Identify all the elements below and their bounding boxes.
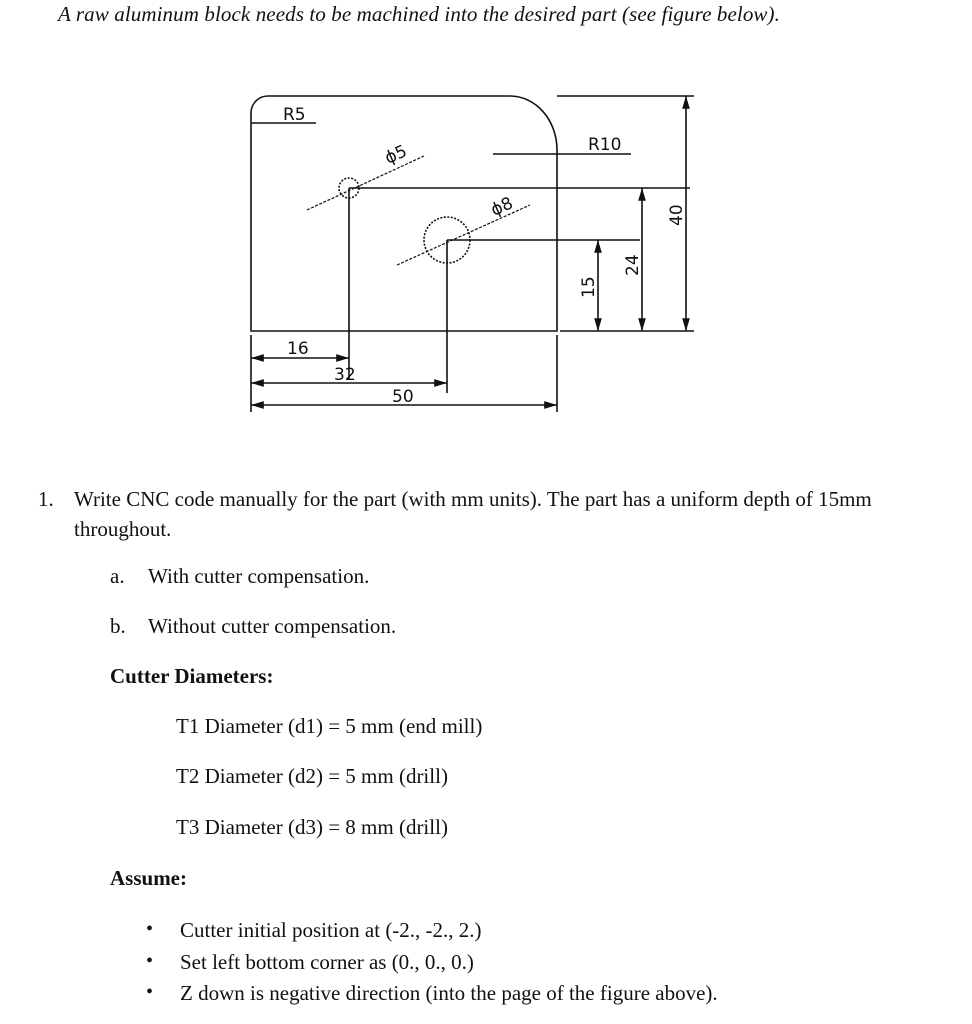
- bullet-icon: •: [146, 950, 154, 972]
- assume-text: Cutter initial position at (-2., -2., 2.): [180, 918, 482, 942]
- assume-text: Z down is negative direction (into the page of the figure above).: [180, 981, 718, 1005]
- label-r5: R5: [283, 105, 306, 125]
- part-label: b.: [110, 614, 126, 638]
- label-hole-large: ϕ8: [487, 193, 517, 221]
- part-drawing: [0, 0, 972, 440]
- cutter-item: T2 Diameter (d2) = 5 mm (drill): [176, 764, 448, 788]
- cutter-item: T3 Diameter (d3) = 8 mm (drill): [176, 815, 448, 839]
- part-text: Without cutter compensation.: [148, 614, 397, 638]
- question-1: [38, 484, 938, 544]
- label-dim-40: 40: [667, 204, 687, 226]
- label-dim-24: 24: [623, 254, 643, 276]
- cutter-item: T1 Diameter (d1) = 5 mm (end mill): [176, 714, 483, 738]
- bullet-icon: •: [146, 918, 154, 940]
- assume-heading: Assume:: [110, 866, 187, 890]
- assume-text: Set left bottom corner as (0., 0., 0.): [180, 950, 474, 974]
- label-hole-small: ϕ5: [381, 141, 411, 169]
- question-number: 1.: [38, 487, 54, 511]
- label-r10: R10: [588, 135, 622, 155]
- label-dim-15: 15: [579, 276, 599, 298]
- label-dim-50: 50: [392, 387, 414, 407]
- part-label: a.: [110, 564, 125, 588]
- question-text: Write CNC code manually for the part (with mm units). The part has a uniform depth of 15mm throughout.: [74, 487, 872, 541]
- label-dim-32: 32: [334, 365, 356, 385]
- label-dim-16: 16: [287, 339, 309, 359]
- part-text: With cutter compensation.: [148, 564, 370, 588]
- bullet-icon: •: [146, 981, 154, 1003]
- intro-text: A raw aluminum block needs to be machined into the desired part (see figure below).: [58, 2, 780, 26]
- cutters-heading: Cutter Diameters:: [110, 664, 274, 688]
